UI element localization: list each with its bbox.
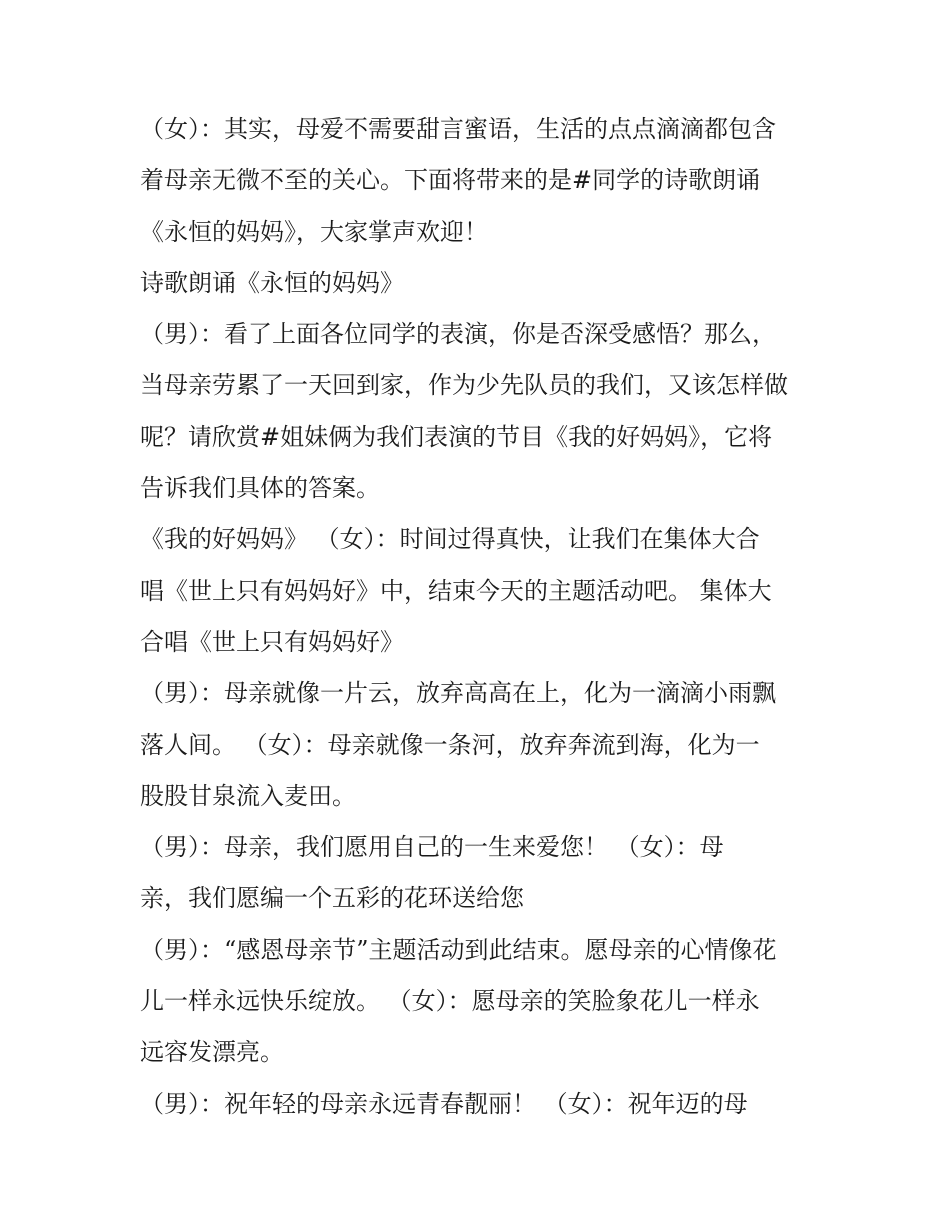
text-line: （男）：“感恩母亲节”主题活动到此结束。愿母亲的心情像花 [140,935,777,964]
text-line: 呢？请欣赏#姐妹俩为我们表演的节目《我的好妈妈》，它将 [140,422,773,451]
text-line: 唱《世上只有妈妈好》中，结束今天的主题活动吧。 集体大 [140,576,772,605]
text-line: 《我的好妈妈》 （女）：时间过得真快，让我们在集体大合 [140,525,760,554]
text-line: （女）：其实，母爱不需要甜言蜜语，生活的点点滴滴都包含 [140,115,776,143]
document-body [140,104,820,1130]
text-line: 告诉我们具体的答案。 [140,474,380,503]
text-line: 当母亲劳累了一天回到家，作为少先队员的我们，又该怎样做 [140,371,788,400]
text-line: 儿一样永远快乐绽放。 （女）：愿母亲的笑脸象花儿一样永 [140,987,760,1016]
text-line: 着母亲无微不至的关心。下面将带来的是#同学的诗歌朗诵 [140,166,761,195]
text-line: （男）：祝年轻的母亲永远青春靓丽！ （女）：祝年迈的母 [140,1089,748,1118]
text-line: 诗歌朗诵《永恒的妈妈》 [140,268,404,297]
text-line: 落人间。 （女）：母亲就像一条河，放弃奔流到海，化为一 [140,730,760,759]
text-line: （男）：母亲就像一片云，放弃高高在上，化为一滴滴小雨飘 [140,679,776,708]
text-line: 亲，我们愿编一个五彩的花环送给您 [140,884,524,913]
text-line: 远容发漂亮。 [140,1038,284,1067]
text-line: 《永恒的妈妈》，大家掌声欢迎！ [140,217,488,246]
text-line: 股股甘泉流入麦田。 [140,781,356,810]
text-line: （男）：母亲，我们愿用自己的一生来爱您！ （女）：母 [140,833,724,862]
text-line: （男）：看了上面各位同学的表演，你是否深受感悟？那么， [140,320,776,349]
text-line: 合唱《世上只有妈妈好》 [140,627,404,656]
